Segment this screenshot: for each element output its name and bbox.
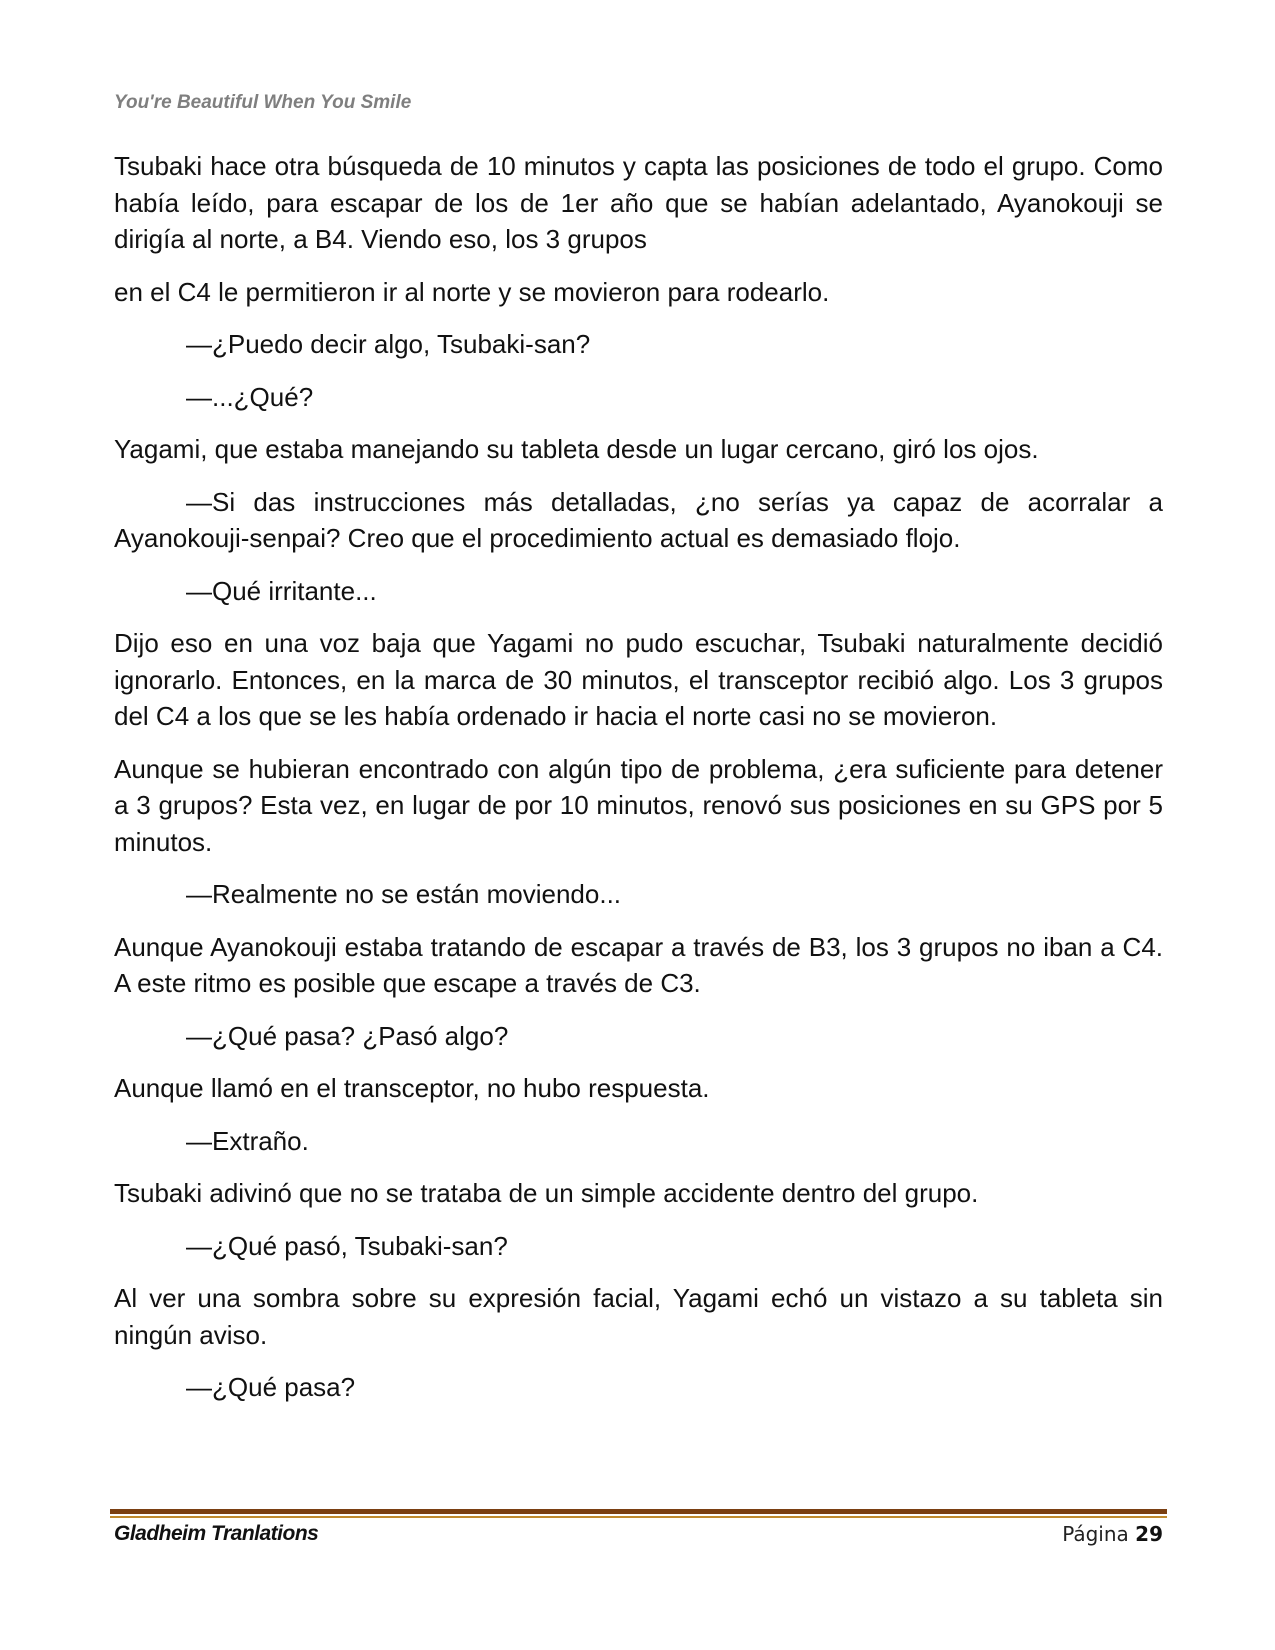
paragraph-17: Al ver una sombra sobre su expresión facial, Yagami echó un vistazo a su tableta sin ningún aviso. (114, 1283, 1163, 1350)
dialogue-line: —¿Qué pasó, Tsubaki-san? (186, 1230, 508, 1261)
dialogue-line: —Qué irritante... (186, 575, 377, 606)
paragraph-5: Yagami, que estaba manejando su tableta desde un lugar cercano, giró los ojos. (114, 434, 1039, 464)
paragraph-2: en el C4 le permitieron ir al norte y se movieron para rodearlo. (114, 276, 830, 307)
dialogue-line: —¿Puedo decir algo, Tsubaki-san? (186, 329, 591, 359)
footer-divider-light (110, 1516, 1167, 1518)
body-text (114, 148, 1163, 1422)
paragraph-8: Dijo eso en una voz baja que Yagami no pudo escuchar, Tsubaki naturalmente decidió ignorarlo. Entonces, en la marca de 30 minutos, el transceptor recibió algo. Los 3 grupos del C4 a los que se les había ordenado ir hacia el norte casi no se movieron. (114, 628, 1163, 731)
dialogue-line: —Extraño. (186, 1125, 309, 1156)
footer-page-number (1062, 1522, 1163, 1546)
paragraph-9: Aunque se hubieran encontrado con algún tipo de problema, ¿era suficiente para detener a 3 grupos? Esta vez, en lugar de por 10 minutos, renovó sus posiciones en su GPS por 5 minutos. (114, 753, 1163, 857)
page-label: Página (1062, 1522, 1129, 1546)
running-header-title: You're Beautiful When You Smile (114, 92, 412, 113)
paragraph-13: Aunque llamó en el transceptor, no hubo respuesta. (114, 1073, 710, 1103)
paragraph-15: Tsubaki adivinó que no se trataba de un simple accidente dentro del grupo. (114, 1178, 979, 1208)
dialogue-line: —...¿Qué? (186, 381, 314, 412)
footer-publisher: Gladheim Tranlations (114, 1522, 319, 1545)
footer-divider-dark (110, 1509, 1167, 1514)
dialogue-line: —¿Qué pasa? (186, 1372, 356, 1402)
dialogue-line: —Si das instrucciones más detalladas, ¿no serías ya capaz de acorralar a Ayanokouji-senpai? Creo que el procedimiento actual es demasiado flojo. (114, 486, 1163, 553)
paragraph-11: Aunque Ayanokouji estaba tratando de escapar a través de B3, los 3 grupos no iban a C4. A este ritmo es posible que escape a través de C3. (114, 931, 1163, 998)
dialogue-line: —¿Qué pasa? ¿Pasó algo? (186, 1020, 509, 1051)
paragraph-1: Tsubaki hace otra búsqueda de 10 minutos y capta las posiciones de todo el grupo. Como había leído, para escapar de los de 1er año que se habían adelantado, Ayanokouji se dirigía al norte, a B4. Viendo eso, los 3 grupos (114, 151, 1163, 254)
dialogue-line: —Realmente no se están moviendo... (186, 879, 622, 909)
page-number: 29 (1135, 1522, 1163, 1546)
